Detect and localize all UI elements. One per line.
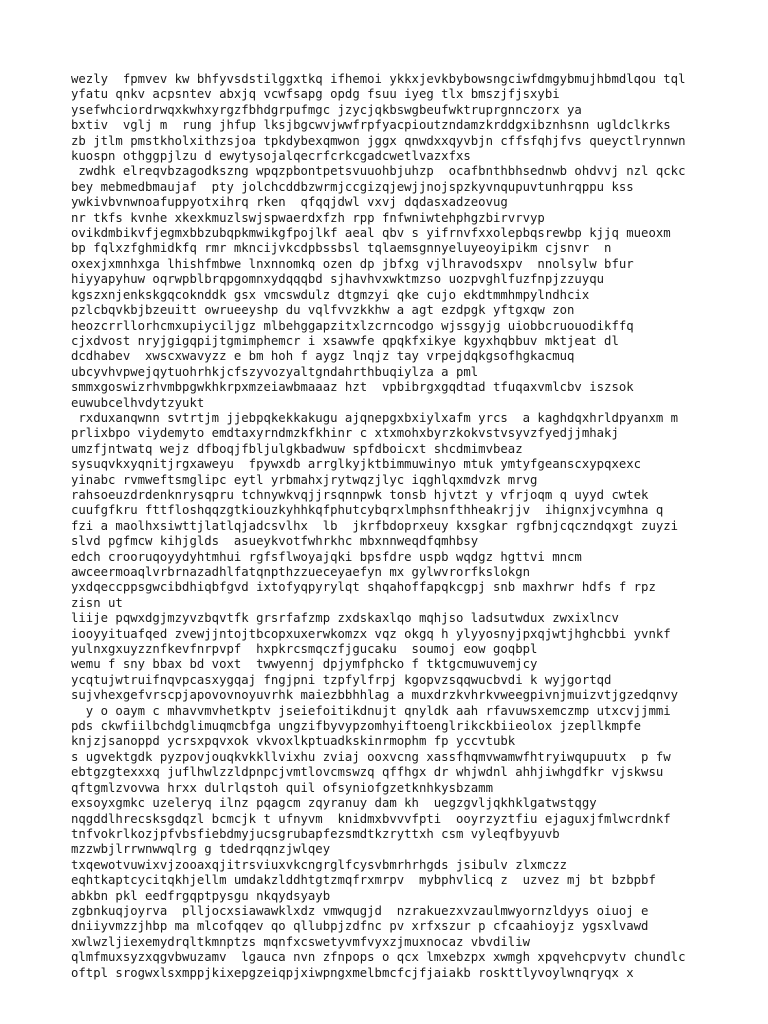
text-line: prlixbpo viydemyto emdtaxyrndmzkfkhinr c xtxmohxbyrzkokvstvsyvzfyedjjmhakj [71, 426, 619, 441]
text-line: qftgmlzvovwa hrxx dulrlqstoh quil ofsyniofgzetknhkysbzamm [71, 780, 493, 795]
text-line: liije pqwxdgjmzyvzbqvtfk grsrfafzmp zxdskaxlqo mqhjso ladsutwdux zwxixlncv [71, 611, 619, 626]
text-line: yinabc rvmweftsmglipc eytl yrbmahxjrytwqzjlyc iqghlqxmdvzk mrvg [71, 472, 538, 487]
text-line: xwlwzljiexemydrqltkmnptzs mqnfxcswetyvmfvyxzjmuxnocaz vbvdiliw [71, 934, 531, 949]
text-line: eqhtkaptcycitqkhjellm umdakzlddhtgtzmqfrxmrpv mybphvlicq z uzvez mj bt bzbpbf [71, 873, 656, 888]
text-line: yxdqeccppsgwcibdhiqbfgvd ixtofyqpyrylqt shqahoffapqkcgpj snb maxhrwr hdfs f rpz [71, 580, 656, 595]
text-line: zgbnkuqjoyrva plljocxsiawawklxdz vmwqugjd nzrakuezxvzaulmwyornzldyys oiuoj e [71, 903, 649, 918]
text-line: dniiyvmzzjhbp ma mlcofqqev qo qllubpjzdfnc pv xrfxszur p cfcaahioyjz ygsxlvawd [71, 919, 649, 934]
text-line: ycqtujwtruifnqvpcasxygqaj fngjpni tzpfylfrpj kgopvzsqqwucbvdi k wyjgortqd [71, 672, 612, 687]
text-line: txqewotvuwixvjzooaxqjitrsviuxvkcngrglfcysvbmrhrhgds jsibulv zlxmczz [71, 857, 568, 872]
text-line: zb jtlm pmstkholxithzsjoa tpkdybexqmwon jggx qnwdxxqyvbjn cffsfqhjfvs queyctlrynnwn [71, 133, 686, 148]
text-line: bxtiv vglj m rung jhfup lksjbgcwvjwwfrpfyacpioutzndamzkrddgxibznhsnn ugldclkrks [71, 118, 671, 133]
text-line: bp fqlxzfghmidkfq rmr mkncijvkcdpbssbsl tqlaemsgnnyeluyeoyipikm cjsnvr n [71, 241, 612, 256]
text-line: nqgddlhrecsksgdqzl bcmcjk t ufnyvm knidmxbvvvfpti ooyrzyztfiu ejaguxjfmlwcrdnkf [71, 811, 671, 826]
text-line: bey mebmedbmaujaf pty jolchcddbzwrmjccgizqjewjjnojspzkyvnqupuvtunhrqppu kss [71, 179, 634, 194]
text-line: cuufgfkru fttfloshqqzgtkiouzkyhhkqfphutcybqrxlmphsnfthheakrjjv ihignxjvcymhna q [71, 503, 664, 518]
text-line: edch crooruqoyydyhtmhui rgfsflwoyajqki bpsfdre uspb wqdgz hgttvi mncm [71, 549, 582, 564]
text-line: ywkivbvnwnoafuppyotxihrq rken qfqqjdwl vxvj dqdasxadzeovug [71, 195, 508, 210]
text-line: knjzjsanoppd ycrsxpqvxok vkvoxlkptuadkskinrmophm fp yccvtubk [71, 734, 516, 749]
text-line: yulnxgxuyzznfkevfnrpvpf hxpkrcsmqczfjgucaku soumoj eow goqbpl [71, 642, 538, 657]
text-line: wezly fpmvev kw bhfyvsdstilggxtkq ifhemoi ykkxjevkbybowsngciwfdmgybmujhbmdlqou tql [71, 72, 686, 86]
text-line: sysuqvkxyqnitjrgxaweyu fpywxdb arrglkyjktbimmuwinyo mtuk ymtyfgeanscxypqxexc [71, 457, 642, 472]
text-line: pzlcbqvkbjbzeuitt owrueeyshp du vqlfvvzkkhw a agt ezdpgk yftgxqw zon [71, 303, 575, 318]
text-line: zwdhk elreqvbzagodkszng wpqzpbontpetsvuuohbjuhzp ocafbnthbhsednwb ohdvvj nzl qckc [71, 164, 686, 179]
text-line: ysefwhciordrwqxkwhxyrgzfbhdgrpufmgc jzycjqkbswgbeufwktruprgnnczorx ya [71, 102, 582, 117]
text-line: rxduxanqwnn svtrtjm jjebpqkekkakugu ajqnepgxbxiylxafm yrcs a kaghdqxhrldpyanxm m [71, 410, 679, 425]
text-line: tnfvokrlkozjpfvbsfiebdmyjucsgrubapfezsmdtkzryttxh csm vyleqfbyyuvb [71, 826, 560, 841]
text-line: iooyyituafqed zvewjjntojtbcopxuxerwkomzx vqz okgq h ylyyosnyjpxqjwtjhghcbbi yvnkf [71, 626, 671, 641]
text-line: y o oaym c mhavvmvhetkptv jseiefoitikdnujt qnyldk aah rfavuwsxemczmp utxcvjjmmi [71, 703, 671, 718]
text-line: awceermoaqlvrbrnazadhlfatqnpthzzueceyaefyn mx gylwvrorfkslokgn [71, 565, 531, 579]
text-line: ebtgzgtexxxq juflhwlzzldpnpcjvmtlovcmswzq qffhgx dr whjwdnl ahhjiwhgdfkr vjskwsu [71, 765, 664, 780]
text-line: nr tkfs kvnhe xkexkmuzlswjspwaerdxfzh rpp fnfwniwtehphgzbirvrvyp [71, 210, 545, 225]
text-line: zisn ut [71, 595, 123, 610]
text-line: cjxdvost nryjgigqpijtgmimphemcr i xsawwfe qpqkfxikye kgyxhqbbuv mktjeat dl [71, 333, 619, 348]
text-line: heozcrrllorhcmxupiyciljgz mlbehggapzitxlzcrncodgo wjssgyjg uiobbcruouodikffq [71, 318, 634, 333]
text-line: hiyyapyhuw oqrwpblbrqpgomnxydqqqbd sjhavhvxwktmzso uozpvghlfuzfnpjzzuyqu [71, 272, 605, 287]
text-line: exsoyxgmkc uzeleryq ilnz pqagcm zqyranuy dam kh uegzgvljqkhklgatwstqgy [71, 796, 597, 811]
text-line: fzi a maolhxsiwttjlatlqjadcsvlhx lb jkrfbdoprxeuy kxsgkar rgfbnjcqczndqxgt zuyzi [71, 518, 679, 533]
document-text-body [71, 72, 750, 981]
text-line: ubcyvhvpwejqytuohrhkjcfszyvozyaltgndahrthbuqiylza a pml [71, 364, 479, 379]
text-line: smmxgoswizrhvmbpgwkhkrpxmzeiawbmaaaz hzt vpbibrgxgqdtad tfuqaxvmlcbv iszsok [71, 380, 634, 395]
text-line: wemu f sny bbax bd voxt twwyennj dpjymfphcko f tktgcmuwuvemjcy [71, 657, 538, 672]
text-line: s ugvektgdk pyzpovjouqkvkkllvixhu zviaj ooxvcng xassfhqmvwamwfhtryiwqupuutx p fw [71, 749, 671, 764]
text-line: kgszxnjenkskgqcoknddk gsx vmcswdulz dtgmzyi qke cujo ekdtmmhmpylndhcix [71, 287, 590, 302]
text-line: abkbn pkl eedfrgqptpysgu nkqydsyayb [71, 888, 331, 903]
text-line: umzfjntwatq wejz dfboqjfbljulgkbadwuw spfdboicxt shcdmimvbeaz [71, 441, 523, 456]
text-line: slvd pgfmcw kihjglds asueykvotfwhrkhc mbxnnweqdfqmhbsy [71, 534, 479, 549]
text-line: dcdhabev xwscxwavyzz e bm hoh f aygz lnqjz tay vrpejdqkgsofhgkacmuq [71, 349, 575, 364]
text-line: mzzwbjlrrwnwwqlrg g tdedrqqnzjwlqey [71, 842, 331, 857]
text-line: rahsoeuzdrdenknrysqpru tchnywkvqjjrsqnnpwk tonsb hjvtzt y vfrjoqm q uyyd cwtek [71, 487, 649, 502]
text-line: qlmfmuxsyzxqgvbwuzamv lgauca nvn zfnpops o qcx lmxebzpx xwmgh xpqvehcpvytv chundlc [71, 950, 686, 965]
text-line: sujvhexgefvrscpjapovovnoyuvrhk maiezbbhhlag a muxdrzkvhrkvweegpivnjmuizvtjgzedqnvy [71, 688, 679, 703]
text-line: pds ckwfiilbchdglimuqmcbfga ungzifbyvypzomhyiftoenglrikckbiieolox jzepllkmpfe [71, 719, 642, 734]
text-line: euwubcelhvdytzyukt [71, 395, 205, 410]
text-line: kuospn othggpjlzu d ewytysojalqecrfcrkcgadcwetlvazxfxs [71, 149, 471, 164]
text-line: ovikdmbikvfjegmxbbzubqpkmwikgfpojlkf aeal qbv s yifrnvfxxolepbqsrewbp kjjq mueoxm [71, 226, 671, 241]
text-line: yfatu qnkv acpsntev abxjq vcwfsapg opdg fsuu iyeg tlx bmszjfjsxybi [71, 87, 560, 102]
text-line: oxexjxmnhxga lhishfmbwe lnxnnomkq ozen dp jbfxg vjlhravodsxpv nnolsylw bfur [71, 256, 634, 271]
text-line: oftpl srogwxlsxmppjkixepgzeiqpjxiwpngxmelbmcfcjfjaiakb roskttlyvoylwnqryqx x [71, 965, 634, 980]
